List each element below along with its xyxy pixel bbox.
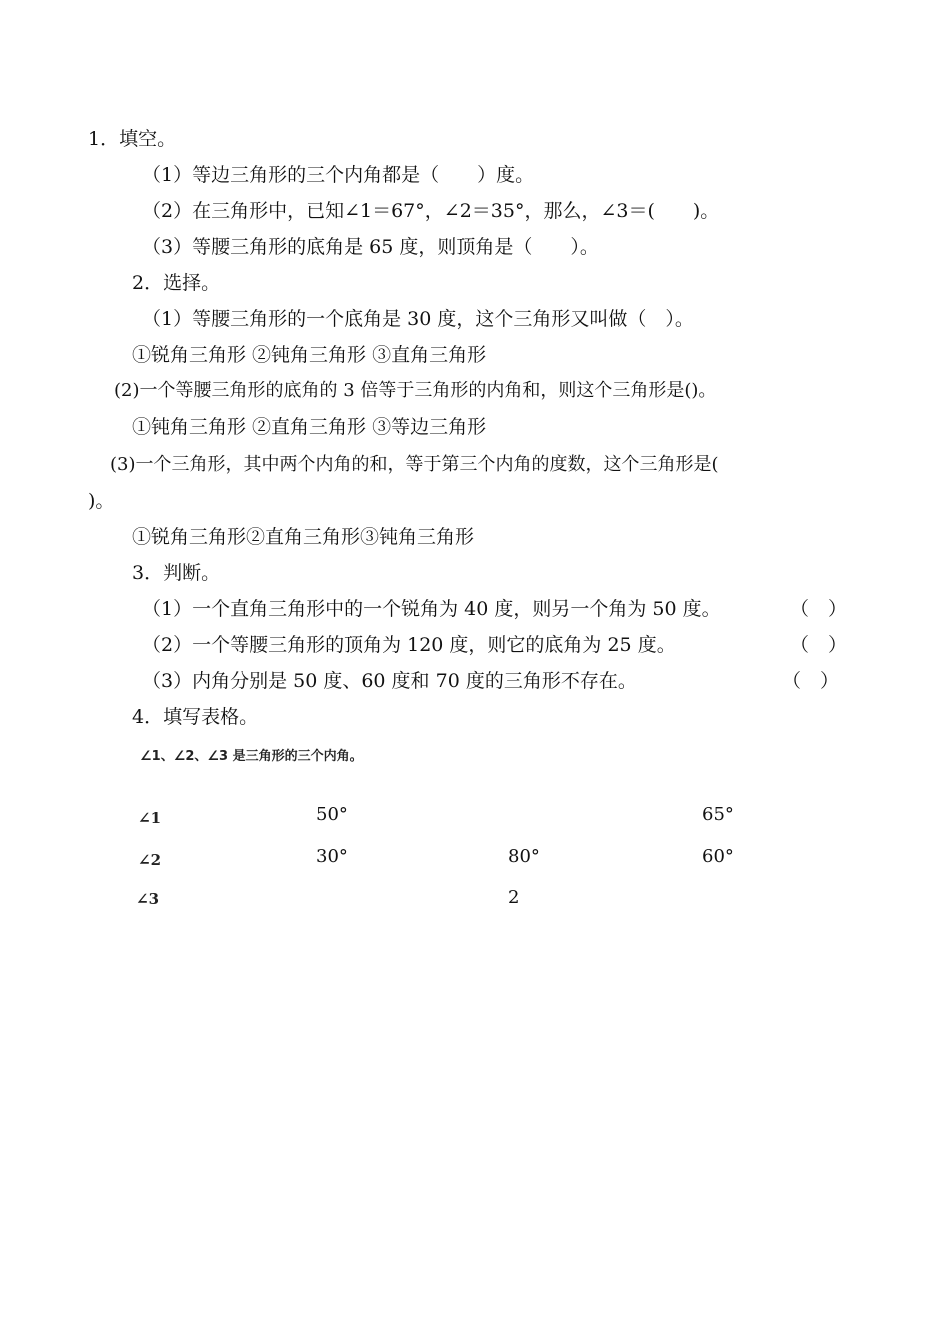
table-cell-r2-c1: 30° — [316, 846, 348, 867]
section3-item-1-paren: （ ） — [790, 598, 848, 620]
section2-question-1: （1）等腰三角形的一个底角是 30 度，这个三角形又叫做（ ）。 — [142, 308, 694, 330]
section3-item-3-paren: （ ） — [782, 670, 840, 692]
section3-item-3-text: （3）内角分别是 50 度、60 度和 70 度的三角形不存在。 — [142, 670, 637, 692]
table-cell-r2-c3: 60° — [702, 846, 734, 867]
table-row-label-2: ∠2 — [138, 851, 162, 869]
section1-item-2: （2）在三角形中，已知∠1＝67°，∠2＝35°，那么，∠3＝( )。 — [142, 200, 720, 222]
section2-question-1-options: ①锐角三角形 ②钝角三角形 ③直角三角形 — [132, 344, 487, 366]
section2-question-2: (2)一个等腰三角形的底角的 3 倍等于三角形的内角和，则这个三角形是()。 — [114, 380, 717, 401]
table-row-label-3: ∠3 — [136, 890, 160, 908]
section3-item-2-paren: （ ） — [790, 634, 848, 656]
section1-item-3: （3）等腰三角形的底角是 65 度，则顶角是（ ）。 — [142, 236, 599, 258]
section1-item-1: （1）等边三角形的三个内角都是（ ）度。 — [142, 164, 535, 186]
section2-question-3-line-1: (3)一个三角形，其中两个内角的和，等于第三个内角的度数，这个三角形是( — [110, 454, 719, 475]
section1-heading: 1．填空。 — [88, 128, 177, 150]
table-row-label-1: ∠1 — [138, 809, 162, 827]
section3-item-2-text: （2）一个等腰三角形的顶角为 120 度，则它的底角为 25 度。 — [142, 634, 676, 656]
table-cell-r2-c2: 80° — [508, 846, 540, 867]
section3-item-1-text: （1）一个直角三角形中的一个锐角为 40 度，则另一个角为 50 度。 — [142, 598, 721, 620]
table-cell-r1-c3: 65° — [702, 804, 734, 825]
section3-heading: 3．判断。 — [132, 562, 221, 584]
table-cell-r3-c2: 2 — [508, 887, 520, 908]
section2-heading: 2．选择。 — [132, 272, 221, 294]
section2-question-2-options: ①钝角三角形 ②直角三角形 ③等边三角形 — [132, 416, 487, 438]
table-cell-r1-c1: 50° — [316, 804, 348, 825]
section4-heading: 4．填写表格。 — [132, 706, 259, 728]
section2-question-3-options: ①锐角三角形②直角三角形③钝角三角形 — [132, 526, 475, 548]
section4-note: ∠1、∠2、∠3 是三角形的三个内角。 — [140, 749, 363, 764]
section2-question-3-line-2: )。 — [88, 490, 115, 512]
